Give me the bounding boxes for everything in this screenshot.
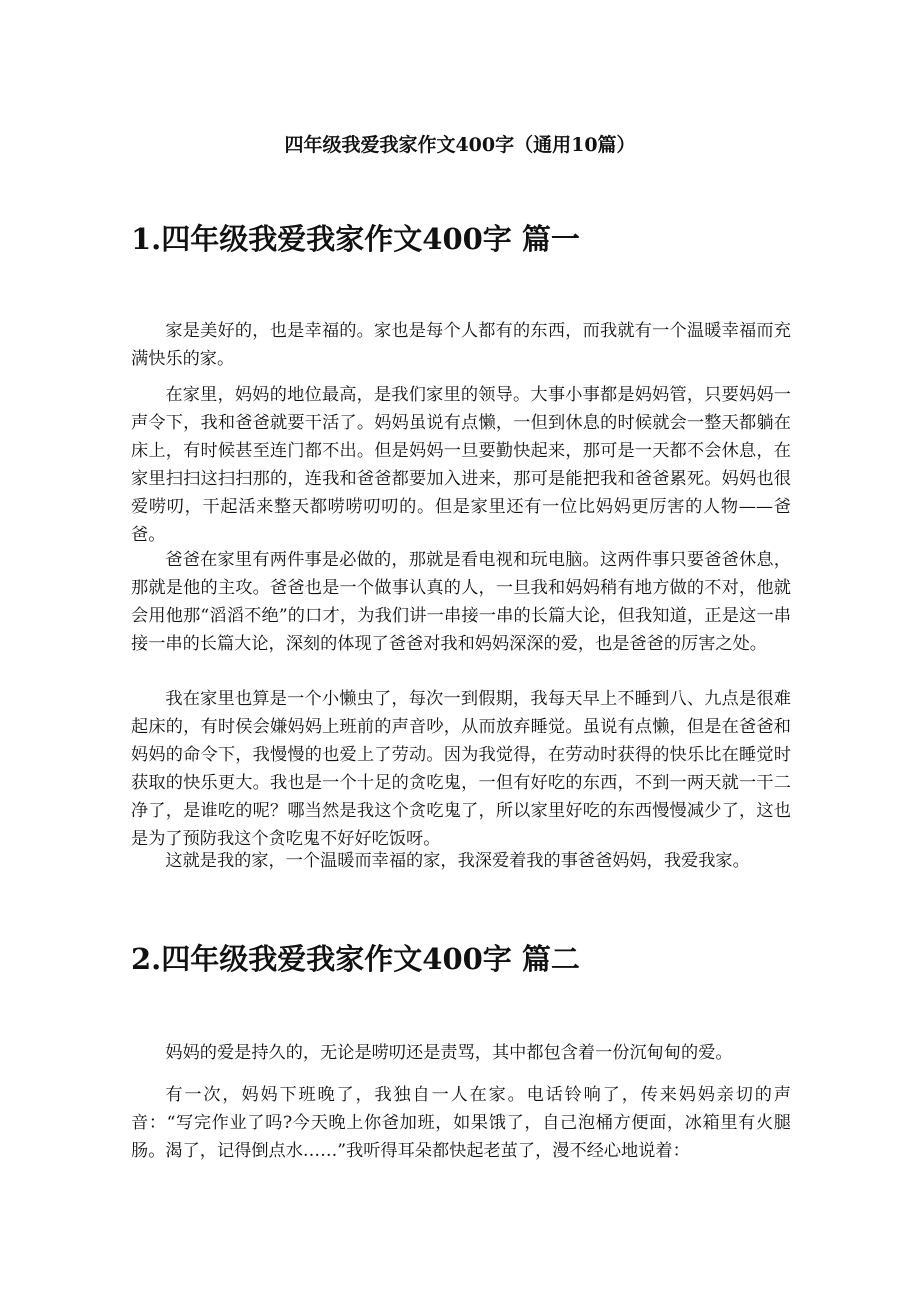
section-heading-2: 2.四年级我爱我家作文400字 篇二 [131, 942, 580, 976]
section-1-paragraph-5: 这就是我的家，一个温暖而幸福的家，我深爱着我的事爸爸妈妈，我爱我家。 [165, 851, 750, 871]
section-1-paragraph-2: 在家里，妈妈的地位最高，是我们家里的领导。大事小事都是妈妈管，只要妈妈一声令下，我和爸爸就要干活了。妈妈虽说有点懒，一但到休息的时候就会一整天都躺在床上，有时候甚至连门都不出。但是妈妈一旦要勤快起来，那可是一天都不会休息，在家里扫扫这扫扫那的，连我和爸爸都要加入进来，那可是能把我和爸爸累死。妈妈也很爱唠叨，干起活来整天都唠唠叨叨的。但是家里还有一位比妈妈更厉害的人物——爸爸。 [131, 385, 791, 545]
section-2-paragraph-2: 有一次，妈妈下班晚了，我独自一人在家。电话铃响了，传来妈妈亲切的声音：“写完作业了吗?今天晚上你爸加班，如果饿了，自己泡桶方便面，冰箱里有火腿肠。渴了，记得倒点水……”我听得耳朵都快起老茧了，漫不经心地说着： [131, 1085, 791, 1161]
section-1-paragraph-4: 我在家里也算是一个小懒虫了，每次一到假期，我每天早上不睡到八、九点是很难起床的，有时侯会嫌妈妈上班前的声音吵，从而放弃睡觉。虽说有点懒，但是在爸爸和妈妈的命令下，我慢慢的也爱上了劳动。因为我觉得，在劳动时获得的快乐比在睡觉时获取的快乐更大。我也是一个十足的贪吃鬼，一但有好吃的东西，不到一两天就一干二净了，是谁吃的呢？哪当然是我这个贪吃鬼了，所以家里好吃的东西慢慢减少了，这也是为了预防我这个贪吃鬼不好好吃饭呀。 [131, 689, 791, 849]
section-1-paragraph-3: 爸爸在家里有两件事是必做的，那就是看电视和玩电脑。这两件事只要爸爸休息，那就是他的主攻。爸爸也是一个做事认真的人，一旦我和妈妈稍有地方做的不对，他就会用他那“滔滔不绝”的口才，为我们讲一串接一串的长篇大论，但我知道，正是这一串接一串的长篇大论，深刻的体现了爸爸对我和妈妈深深的爱，也是爸爸的厉害之处。 [131, 550, 791, 654]
section-heading-1: 1.四年级我爱我家作文400字 篇一 [131, 222, 580, 256]
section-2-paragraph-1: 妈妈的爱是持久的，无论是唠叨还是责骂，其中都包含着一份沉甸甸的爱。 [165, 1043, 733, 1063]
section-1-paragraph-1: 家是美好的，也是幸福的。家也是每个人都有的东西，而我就有一个温暖幸福而充满快乐的家。 [131, 321, 791, 369]
document-title: 四年级我爱我家作文400字（通用10篇） [284, 134, 636, 156]
